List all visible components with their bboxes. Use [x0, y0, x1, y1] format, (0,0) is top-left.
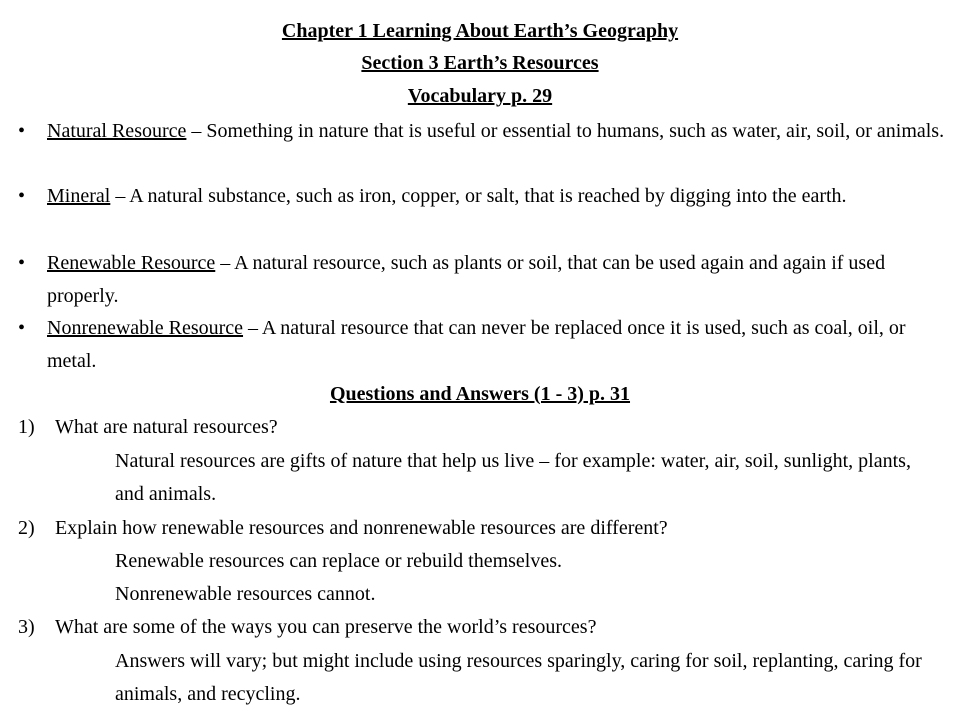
vocab-term: Nonrenewable Resource [47, 317, 244, 339]
vocab-definition: – A natural resource, such as plants or soil, that can be used again and again if used properly. [47, 252, 886, 307]
vocab-item-mineral [18, 180, 948, 213]
vocab-term: Natural Resource [47, 120, 187, 142]
vocab-item-renewable-resource [18, 247, 948, 313]
bullet-icon: • [18, 317, 26, 339]
vocab-item-nonrenewable-resource [18, 312, 948, 378]
answer-2b: Nonrenewable resources cannot. [115, 583, 376, 605]
question-number: 1) [18, 416, 35, 438]
vocab-item-natural-resource [18, 115, 948, 148]
vocab-definition: – Something in nature that is useful or essential to humans, such as water, air, soil, or animals. [186, 120, 945, 142]
vocab-definition: – A natural resource that can never be replaced once it is used, such as coal, oil, or metal. [47, 317, 906, 372]
vocab-term: Mineral [47, 185, 111, 207]
bullet-icon: • [18, 185, 26, 207]
vocabulary-title: Vocabulary p. 29 [407, 85, 553, 107]
question-1 [18, 411, 948, 444]
chapter-title: Chapter 1 Learning About Earth’s Geography [281, 20, 679, 42]
question-text: Explain how renewable resources and nonrenewable resources are different? [55, 517, 668, 539]
bullet-icon: • [18, 120, 26, 142]
answer-3: Answers will vary; but might include using resources sparingly, caring for soil, replanting, caring for animals, and recycling. [115, 650, 922, 705]
question-number: 2) [18, 517, 35, 539]
bullet-icon: • [18, 252, 26, 274]
answer-1: Natural resources are gifts of nature that help us live – for example: water, air, soil, sunlight, plants, and animals. [115, 450, 911, 505]
question-3 [18, 611, 948, 644]
questions-title: Questions and Answers (1 - 3) p. 31 [329, 383, 631, 405]
question-text: What are natural resources? [55, 416, 278, 438]
vocab-definition: – A natural substance, such as iron, copper, or salt, that is reached by digging into the earth. [110, 185, 847, 207]
answer-2a: Renewable resources can replace or rebuild themselves. [115, 550, 563, 572]
question-text: What are some of the ways you can preserve the world’s resources? [55, 616, 597, 638]
vocab-term: Renewable Resource [47, 252, 216, 274]
section-title: Section 3 Earth’s Resources [361, 52, 599, 74]
question-number: 3) [18, 616, 35, 638]
question-2 [18, 512, 948, 545]
